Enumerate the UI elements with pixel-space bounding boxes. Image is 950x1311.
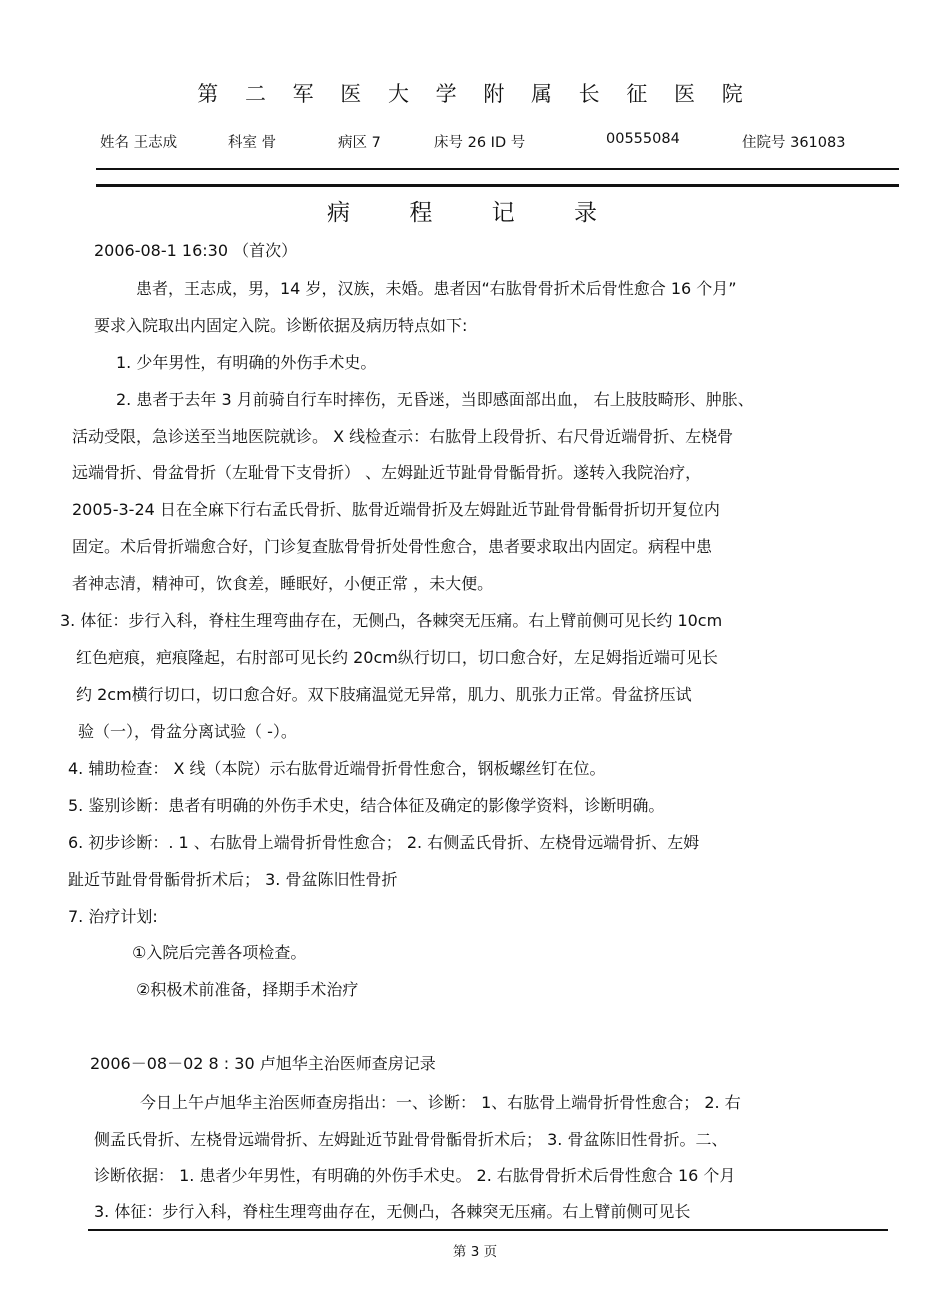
document-title: 病 程 记 录 <box>327 200 623 226</box>
text-line: 约 2cm横行切口，切口愈合好。双下肢痛温觉无异常，肌力、肌张力正常。骨盆挤压试 <box>76 685 692 704</box>
ward: 病区 7 <box>338 135 381 151</box>
text-line: 3. 体征：步行入科，脊柱生理弯曲存在，无侧凸，各棘突无压痛。右上臂前侧可见长约 10cm <box>60 611 723 630</box>
text-line: 红色疤痕，疤痕隆起，右肘部可见长约 20cm纵行切口，切口愈合好，左足姆指近端可见长 <box>76 648 718 667</box>
text-line: 1. 少年男性，有明确的外伤手术史。 <box>116 353 377 372</box>
text-line: 固定。术后骨折端愈合好，门诊复查肱骨骨折处骨性愈合，患者要求取出内固定。病程中患 <box>72 537 713 556</box>
admission-number: 住院号 361083 <box>742 135 846 151</box>
id-number: 00555084 <box>606 131 680 147</box>
text-line: 要求入院取出内固定入院。诊断依据及病历特点如下: <box>94 316 468 335</box>
text-line: 今日上午卢旭华主治医师查房指出：一、诊断： 1、右肱骨上端骨折骨性愈合； 2. 右 <box>140 1093 741 1112</box>
header-rule-thick <box>96 184 899 187</box>
text-line: 远端骨折、骨盆骨折（左耻骨下支骨折） 、左姆趾近节趾骨骨骺骨折。遂转入我院治疗， <box>72 463 702 482</box>
text-line: 诊断依据： 1. 患者少年男性，有明确的外伤手术史。 2. 右肱骨骨折术后骨性愈合 16 个月 <box>94 1166 736 1185</box>
text-line: 者神志清，精神可，饮食差，睡眠好，小便正常 ，未大便。 <box>72 574 494 593</box>
bed-id-label: 床号 26 ID 号 <box>434 135 526 151</box>
text-line: 2. 患者于去年 3 月前骑自行车时摔伤，无昏迷，当即感面部出血， 右上肢肢畸形、肿胀、 <box>116 390 754 409</box>
text-line: 5. 鉴别诊断：患者有明确的外伤手术史，结合体征及确定的影像学资料，诊断明确。 <box>68 796 665 815</box>
text-line: 6. 初步诊断：. 1 、右肱骨上端骨折骨性愈合； 2. 右侧孟氏骨折、左桡骨远端骨折、左姆 <box>68 833 700 852</box>
department: 科室 骨 <box>228 135 277 151</box>
text-line: 患者，王志成，男，14 岁，汉族，未婚。患者因“右肱骨骨折术后骨性愈合 16 个月” <box>136 279 737 298</box>
entry-2-date: 2006－08－02 8 : 30 卢旭华主治医师查房记录 <box>90 1054 436 1073</box>
patient-name: 姓名 王志成 <box>100 135 178 151</box>
hospital-name: 第 二 军 医 大 学 附 属 长 征 医 院 <box>197 82 753 106</box>
text-line: 验（一），骨盆分离试验（ -）。 <box>78 722 297 741</box>
text-line: 侧孟氏骨折、左桡骨远端骨折、左姆趾近节趾骨骨骺骨折术后； 3. 骨盆陈旧性骨折。二、 <box>94 1130 728 1149</box>
page-number: 第 3 页 <box>452 1244 498 1260</box>
text-line: 活动受限，急诊送至当地医院就诊。 X 线检查示：右肱骨上段骨折、右尺骨近端骨折、左桡骨 <box>72 427 734 446</box>
footer-rule <box>88 1229 888 1231</box>
text-line: 4. 辅助检查： X 线（本院）示右肱骨近端骨折骨性愈合，钢板螺丝钉在位。 <box>68 759 606 778</box>
text-line: 3. 体征：步行入科，脊柱生理弯曲存在，无侧凸，各棘突无压痛。右上臂前侧可见长 <box>94 1202 691 1221</box>
text-line: ②积极术前准备，择期手术治疗 <box>136 980 359 999</box>
header-rule-thin <box>96 168 899 170</box>
text-line: 7. 治疗计划: <box>68 907 158 926</box>
text-line: 2005-3-24 日在全麻下行右孟氏骨折、肱骨近端骨折及左姆趾近节趾骨骨骺骨折切开复位内 <box>72 500 720 519</box>
text-line: ①入院后完善各项检查。 <box>132 943 307 962</box>
entry-1-date: 2006-08-1 16:30 （首次） <box>94 241 298 260</box>
text-line: 趾近节趾骨骨骺骨折术后； 3. 骨盆陈旧性骨折 <box>68 870 398 889</box>
